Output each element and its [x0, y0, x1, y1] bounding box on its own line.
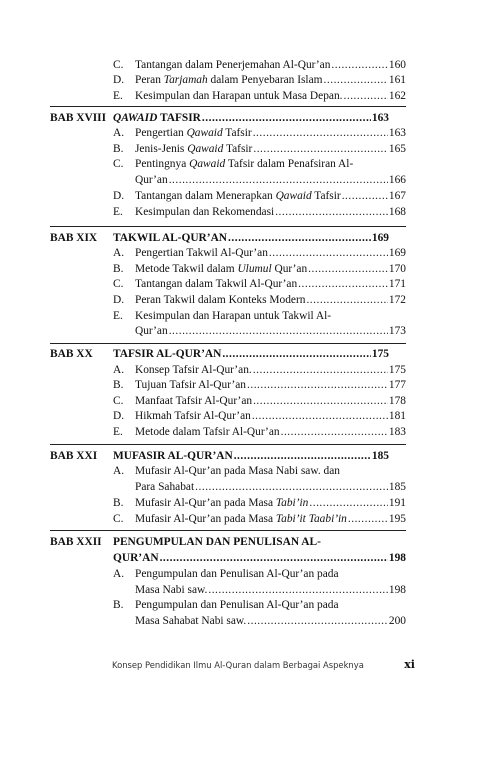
page-number: 175: [388, 364, 406, 376]
page-number: 169: [388, 247, 406, 259]
dot-leader: [309, 496, 388, 511]
section-title: [135, 126, 252, 141]
section-letter: A.: [113, 364, 125, 376]
section-title: [135, 464, 340, 479]
footer-page-number: xi: [404, 658, 415, 671]
entry-text-part: Tafsir: [222, 127, 252, 139]
section-letter: C.: [113, 513, 124, 525]
dot-leader: [331, 58, 388, 73]
page-number: 160: [388, 59, 406, 71]
toc-entry-row[interactable]: [113, 512, 406, 527]
section-title: [135, 363, 252, 378]
entry-text-part: Konsep Tafsir Al-Qur’an.: [135, 364, 252, 376]
entry-text-part: Tujuan Tafsir Al-Qur’an: [135, 379, 246, 391]
chapter-title: [113, 231, 227, 246]
entry-text-part: dalam Penyebaran Islam: [207, 74, 323, 86]
page-number: 172: [388, 294, 406, 306]
toc-entry-row[interactable]: [113, 157, 406, 172]
dot-leader: [298, 277, 388, 292]
section-title: [135, 173, 168, 188]
section-title: [135, 598, 339, 613]
section-letter: B.: [113, 379, 124, 391]
section-title: [135, 142, 252, 157]
dot-leader: [308, 262, 388, 277]
section-letter: E.: [113, 90, 123, 102]
section-letter: A.: [113, 247, 125, 259]
italic-term: Qawaid: [186, 127, 223, 139]
entry-text-part: Pengumpulan dan Penulisan Al-Qur’an pada: [135, 599, 339, 611]
section-title: [135, 58, 330, 73]
italic-term: Tabi’in: [275, 497, 309, 509]
page-number: 165: [388, 143, 406, 155]
page-number: 173: [388, 325, 406, 337]
toc-entry-row[interactable]: [113, 58, 406, 73]
section-title: [135, 157, 353, 172]
section-letter: A.: [113, 568, 125, 580]
italic-term: Tabi’it Taabi’in: [275, 513, 347, 525]
entry-text-part: Masa Sahabat Nabi saw.: [135, 615, 247, 627]
section-letter: A.: [113, 465, 125, 477]
page-number: 198: [388, 584, 406, 596]
section-letter: D.: [113, 294, 125, 306]
entry-text-part: Tantangan dalam Menerapkan: [135, 190, 276, 202]
page-number: 167: [388, 190, 406, 202]
dot-leader: [252, 409, 388, 424]
section-title: [135, 394, 252, 409]
toc-entry-row[interactable]: [135, 614, 406, 629]
page-number: 163: [371, 112, 389, 124]
section-divider: [50, 343, 406, 344]
page-number: 171: [388, 278, 406, 290]
dot-leader: [247, 614, 388, 629]
entry-text-part: Pengertian Takwil Al-Qur’an: [135, 247, 268, 259]
page-footer: [112, 658, 415, 671]
section-letter: B.: [113, 263, 124, 275]
page-number: 168: [388, 206, 406, 218]
section-title: [135, 425, 280, 440]
section-letter: B.: [113, 497, 124, 509]
entry-text-part: Jenis-Jenis: [135, 143, 188, 155]
toc-entry-row[interactable]: [135, 324, 406, 339]
toc-entry-row[interactable]: [113, 496, 406, 511]
section-title: [135, 277, 297, 292]
entry-text-part: MUFASIR AL-QUR’AN: [113, 450, 233, 462]
footer-book-title: Konsep Pendidikan Ilmu Al-Quran dalam Berbagai Aspeknya: [112, 660, 364, 670]
chapter-number: BAB XVIII: [50, 112, 107, 124]
page-number: 175: [371, 348, 389, 360]
page-number: 185: [371, 450, 389, 462]
toc-entry-row[interactable]: [135, 480, 406, 495]
page-number: 185: [388, 481, 406, 493]
dot-leader: [228, 231, 371, 246]
entry-text-part: TAKWIL AL-QUR’AN: [113, 232, 228, 244]
section-title: [135, 324, 168, 339]
page-number: 177: [388, 379, 406, 391]
page-number: 183: [388, 426, 406, 438]
section-letter: E.: [113, 310, 123, 322]
toc-chapter-row[interactable]: [50, 535, 389, 550]
entry-text-part: Pentingnya: [135, 158, 190, 170]
dot-leader: [253, 142, 388, 157]
toc-entry-row[interactable]: [113, 262, 406, 277]
entry-text-part: Mufasir Al-Qur’an pada Masa Nabi saw. dan: [135, 465, 340, 477]
dot-leader: [222, 347, 371, 362]
section-title: [135, 480, 194, 495]
entry-text-part: Kesimpulan dan Rekomendasi: [135, 206, 275, 218]
entry-text-part: Pengumpulan dan Penulisan Al-Qur’an pada: [135, 568, 339, 580]
section-letter: C.: [113, 278, 124, 290]
toc-entry-row[interactable]: [113, 409, 406, 424]
toc-entry-row[interactable]: [113, 142, 406, 157]
toc-entry-row[interactable]: [113, 567, 406, 582]
italic-term: Qawaid: [275, 190, 312, 202]
dot-leader: [247, 378, 388, 393]
section-divider: [50, 106, 406, 107]
toc-entry-row[interactable]: [135, 583, 406, 598]
dot-leader: [306, 293, 387, 308]
dot-leader: [195, 480, 388, 495]
page-number: 162: [388, 90, 406, 102]
dot-leader: [342, 189, 388, 204]
entry-text-part: Tafsir dalam Penafsiran Al-: [225, 158, 354, 170]
section-title: [135, 496, 308, 511]
toc-entry-row[interactable]: [113, 293, 406, 308]
dot-leader: [253, 126, 388, 141]
section-title: [135, 189, 341, 204]
section-title: [135, 409, 251, 424]
chapter-number: BAB XXII: [50, 536, 102, 548]
section-title: [135, 512, 347, 527]
entry-text-part: Masa Nabi saw.: [135, 584, 208, 596]
entry-text-part: Metode Takwil dalam: [135, 263, 238, 275]
chapter-title: [113, 347, 221, 362]
entry-text-part: Qur’an: [135, 174, 168, 186]
page-number: 200: [388, 615, 406, 627]
dot-leader: [324, 73, 388, 88]
section-letter: E.: [113, 426, 123, 438]
dot-leader: [275, 205, 388, 220]
entry-text-part: Mufasir Al-Qur’an pada Masa: [135, 497, 276, 509]
italic-term: Tarjamah: [163, 74, 208, 86]
section-letter: B.: [113, 143, 124, 155]
chapter-title: [113, 111, 201, 126]
entry-text-part: Peran: [135, 74, 164, 86]
section-title: [135, 246, 268, 261]
dot-leader: [169, 173, 388, 188]
section-letter: A.: [113, 127, 125, 139]
dot-leader: [281, 425, 388, 440]
dot-leader: [169, 324, 388, 339]
dot-leader: [253, 363, 388, 378]
page-number: 161: [388, 74, 406, 86]
entry-text-part: Peran Takwil dalam Konteks Modern: [135, 294, 306, 306]
toc-entry-row[interactable]: [113, 89, 406, 104]
dot-leader: [234, 449, 371, 464]
toc-entry-row[interactable]: [113, 394, 406, 409]
toc-chapter-row[interactable]: [50, 449, 389, 464]
toc-entry-row[interactable]: [113, 551, 406, 566]
page-number: 181: [388, 410, 406, 422]
chapter-number: BAB XXI: [50, 450, 98, 462]
page-number: 163: [388, 127, 406, 139]
section-letter: E.: [113, 206, 123, 218]
section-divider: [50, 444, 406, 445]
section-title: [135, 378, 246, 393]
page-number: 166: [388, 174, 406, 186]
toc-entry-row[interactable]: [113, 425, 406, 440]
chapter-title: [113, 535, 321, 550]
entry-text-part: PENGUMPULAN DAN PENULISAN AL-: [113, 536, 321, 548]
page-number: 169: [371, 232, 389, 244]
chapter-title: [113, 449, 233, 464]
dot-leader: [253, 394, 388, 409]
section-letter: D.: [113, 410, 125, 422]
section-title: [135, 614, 246, 629]
section-letter: C.: [113, 395, 124, 407]
toc-chapter-row[interactable]: [50, 111, 389, 126]
italic-term: QAWAID: [113, 112, 158, 124]
page-number: 195: [388, 513, 406, 525]
toc-entry-row[interactable]: [113, 598, 406, 613]
entry-text-part: TAFSIR AL-QUR’AN: [113, 348, 222, 360]
toc-entry-row[interactable]: [113, 205, 406, 220]
chapter-title: [113, 551, 159, 566]
entry-text-part: Tantangan dalam Takwil Al-Qur’an: [135, 278, 298, 290]
page-number: 198: [388, 552, 406, 564]
page-number: 178: [388, 395, 406, 407]
page-number: 170: [388, 263, 406, 275]
dot-leader: [208, 583, 388, 598]
section-divider: [50, 530, 406, 531]
page-number: 191: [388, 497, 406, 509]
section-title: [135, 205, 274, 220]
toc-chapter-row[interactable]: [50, 231, 389, 246]
section-title: [135, 293, 305, 308]
toc-chapter-row[interactable]: [50, 347, 389, 362]
section-letter: C.: [113, 158, 124, 170]
entry-text-part: Para Sahabat: [135, 481, 195, 493]
italic-term: Ulumul: [237, 263, 272, 275]
entry-text-part: Qur’an: [271, 263, 308, 275]
section-letter: C.: [113, 59, 124, 71]
section-title: [135, 262, 307, 277]
toc-entry-row[interactable]: [113, 378, 406, 393]
dot-leader: [269, 246, 388, 261]
chapter-number: BAB XIX: [50, 232, 98, 244]
entry-text-part: Mufasir Al-Qur’an pada Masa: [135, 513, 276, 525]
entry-text-part: Tafsir: [311, 190, 341, 202]
entry-text-part: Tafsir: [223, 143, 253, 155]
dot-leader: [348, 512, 388, 527]
italic-term: Qawaid: [189, 158, 226, 170]
entry-text-part: TAFSIR: [157, 112, 201, 124]
section-divider: [50, 226, 406, 227]
section-letter: D.: [113, 190, 125, 202]
toc-entry-row[interactable]: [113, 246, 406, 261]
section-title: [135, 567, 339, 582]
toc-entry-row[interactable]: [113, 73, 406, 88]
dot-leader: [344, 89, 388, 104]
toc-entry-row[interactable]: [113, 309, 406, 324]
entry-text-part: Metode dalam Tafsir Al-Qur’an: [135, 426, 280, 438]
section-title: [135, 89, 343, 104]
toc-entry-row[interactable]: [135, 173, 406, 188]
toc-entry-row[interactable]: [113, 464, 406, 479]
section-title: [135, 73, 323, 88]
section-title: [135, 309, 331, 324]
entry-text-part: Kesimpulan dan Harapan untuk Masa Depan.: [135, 90, 343, 102]
entry-text-part: Tantangan dalam Penerjemahan Al-Qur’an: [135, 59, 331, 71]
entry-text-part: Qur’an: [135, 325, 168, 337]
entry-text-part: Pengertian: [135, 127, 187, 139]
entry-text-part: QUR’AN: [113, 552, 159, 564]
toc-entry-row[interactable]: [113, 189, 406, 204]
italic-term: Qawaid: [187, 143, 224, 155]
entry-text-part: Kesimpulan dan Harapan untuk Takwil Al-: [135, 310, 332, 322]
section-letter: D.: [113, 74, 125, 86]
dot-leader: [160, 551, 388, 566]
chapter-number: BAB XX: [50, 348, 93, 360]
section-letter: B.: [113, 599, 124, 611]
toc-entry-row[interactable]: [113, 277, 406, 292]
entry-text-part: Manfaat Tafsir Al-Qur’an: [135, 395, 253, 407]
toc-entry-row[interactable]: [113, 126, 406, 141]
section-title: [135, 583, 207, 598]
toc-entry-row[interactable]: [113, 363, 406, 378]
dot-leader: [202, 111, 371, 126]
entry-text-part: Hikmah Tafsir Al-Qur’an: [135, 410, 251, 422]
